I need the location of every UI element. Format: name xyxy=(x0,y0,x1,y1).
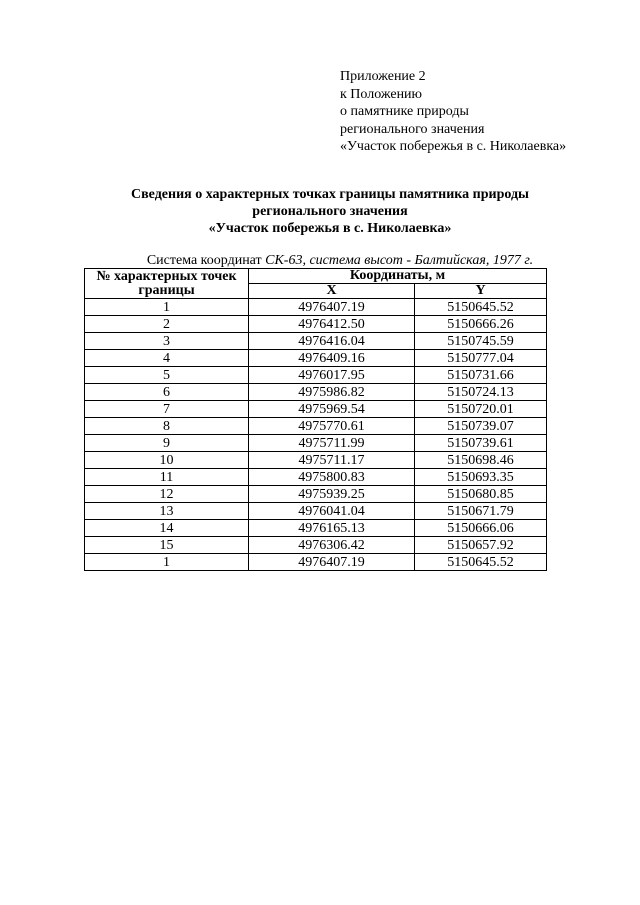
table-row xyxy=(85,452,547,469)
table-row xyxy=(85,520,547,537)
table-row xyxy=(85,503,547,520)
x-coordinate-cell: 4975800.83 xyxy=(249,469,415,486)
x-coordinate-cell: 4976017.95 xyxy=(249,367,415,384)
x-coordinate-cell: 4976041.04 xyxy=(249,503,415,520)
y-coordinate-cell: 5150739.61 xyxy=(415,435,547,452)
y-coordinate-cell: 5150720.01 xyxy=(415,401,547,418)
table-row xyxy=(85,554,547,571)
appendix-line: «Участок побережья в с. Николаевка» xyxy=(340,139,567,154)
y-coordinate-cell: 5150739.07 xyxy=(415,418,547,435)
point-number-cell: 12 xyxy=(85,486,249,503)
point-number-cell: 3 xyxy=(85,333,249,350)
x-coordinate-cell: 4975711.17 xyxy=(249,452,415,469)
x-coordinate-cell: 4976416.04 xyxy=(249,333,415,350)
point-number-cell: 8 xyxy=(85,418,249,435)
y-coordinate-cell: 5150645.52 xyxy=(415,299,547,316)
point-number-cell: 7 xyxy=(85,401,249,418)
table-row xyxy=(85,537,547,554)
header-x: X xyxy=(249,284,415,299)
x-coordinate-cell: 4975986.82 xyxy=(249,384,415,401)
y-coordinate-cell: 5150745.59 xyxy=(415,333,547,350)
y-coordinate-cell: 5150731.66 xyxy=(415,367,547,384)
title-line: Сведения о характерных точках границы памятника природы xyxy=(131,187,529,202)
y-coordinate-cell: 5150645.52 xyxy=(415,554,547,571)
point-number-cell: 14 xyxy=(85,520,249,537)
y-coordinate-cell: 5150680.85 xyxy=(415,486,547,503)
header-y: Y xyxy=(415,284,547,299)
table-row xyxy=(85,435,547,452)
y-coordinate-cell: 5150666.26 xyxy=(415,316,547,333)
x-coordinate-cell: 4975969.54 xyxy=(249,401,415,418)
point-number-cell: 6 xyxy=(85,384,249,401)
table-row xyxy=(85,333,547,350)
point-number-cell: 5 xyxy=(85,367,249,384)
x-coordinate-cell: 4976409.16 xyxy=(249,350,415,367)
point-number-cell: 15 xyxy=(85,537,249,554)
point-number-cell: 1 xyxy=(85,554,249,571)
appendix-block xyxy=(340,68,566,156)
x-coordinate-cell: 4976407.19 xyxy=(249,299,415,316)
table-row xyxy=(85,469,547,486)
appendix-line: регионального значения xyxy=(340,121,485,137)
table-header-row xyxy=(85,269,547,284)
x-coordinate-cell: 4976165.13 xyxy=(249,520,415,537)
coordinate-system-value: СК-63, система высот - Балтийская, 1977 г. xyxy=(265,253,534,268)
point-number-cell: 9 xyxy=(85,435,249,452)
x-coordinate-cell: 4975939.25 xyxy=(249,486,415,503)
table-row xyxy=(85,299,547,316)
y-coordinate-cell: 5150724.13 xyxy=(415,384,547,401)
y-coordinate-cell: 5150698.46 xyxy=(415,452,547,469)
table-row xyxy=(85,384,547,401)
appendix-line: о памятнике природы xyxy=(340,104,469,119)
x-coordinate-cell: 4975711.99 xyxy=(249,435,415,452)
x-coordinate-cell: 4976412.50 xyxy=(249,316,415,333)
coordinate-system-line xyxy=(100,253,580,269)
y-coordinate-cell: 5150657.92 xyxy=(415,537,547,554)
coordinate-system-prefix: Система координат xyxy=(146,253,262,268)
appendix-line: к Положению xyxy=(340,86,423,102)
point-number-cell: 1 xyxy=(85,299,249,316)
y-coordinate-cell: 5150666.06 xyxy=(415,520,547,537)
table-body xyxy=(85,299,547,571)
y-coordinate-cell: 5150777.04 xyxy=(415,350,547,367)
table-row xyxy=(85,418,547,435)
header-point-number: № характерных точек границы xyxy=(85,269,249,299)
table-row xyxy=(85,486,547,503)
table-row xyxy=(85,401,547,418)
x-coordinate-cell: 4975770.61 xyxy=(249,418,415,435)
point-number-cell: 10 xyxy=(85,452,249,469)
point-number-cell: 4 xyxy=(85,350,249,367)
header-coordinates: Координаты, м xyxy=(249,269,547,284)
document-title xyxy=(60,186,600,237)
boundary-points-table xyxy=(84,268,547,571)
table-row xyxy=(85,316,547,333)
y-coordinate-cell: 5150693.35 xyxy=(415,469,547,486)
y-coordinate-cell: 5150671.79 xyxy=(415,503,547,520)
title-line: регионального значения xyxy=(252,204,408,219)
table-row xyxy=(85,367,547,384)
x-coordinate-cell: 4976407.19 xyxy=(249,554,415,571)
table-row xyxy=(85,350,547,367)
x-coordinate-cell: 4976306.42 xyxy=(249,537,415,554)
point-number-cell: 2 xyxy=(85,316,249,333)
point-number-cell: 11 xyxy=(85,469,249,486)
appendix-line: Приложение 2 xyxy=(340,69,426,84)
point-number-cell: 13 xyxy=(85,503,249,520)
title-line: «Участок побережья в с. Николаевка» xyxy=(208,221,452,236)
